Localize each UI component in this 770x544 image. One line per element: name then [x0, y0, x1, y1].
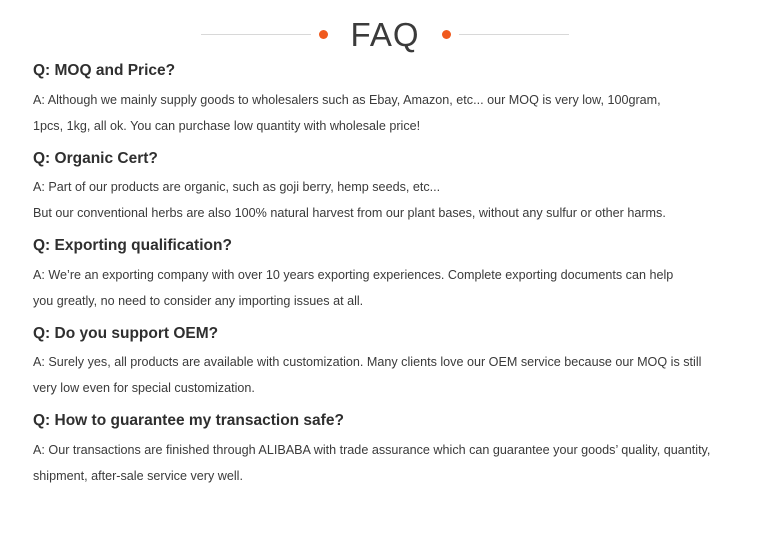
faq-answer-line: A: Our transactions are finished through ALIBABA with trade assurance which can guarantee your goods’ quality, quantity, [33, 442, 711, 457]
faq-answer-line: A: Surely yes, all products are available with customization. Many clients love our OEM service because our MOQ is still [33, 355, 702, 370]
page-title: FAQ [350, 15, 420, 53]
faq-answer-line: But our conventional herbs are also 100% natural harvest from our plant bases, without any sulfur or other harms. [33, 206, 666, 221]
faq-item [33, 150, 737, 223]
faq-header [0, 0, 770, 62]
faq-answer-line: very low even for special customization. [33, 381, 255, 396]
faq-item [33, 325, 737, 398]
faq-answer-line: shipment, after-sale service very well. [33, 468, 243, 483]
faq-question: Q: Do you support OEM? [33, 324, 219, 342]
divider-left [201, 34, 311, 35]
faq-answer-line: A: We’re an exporting company with over 10 years exporting experiences. Complete exporting documents can help [33, 267, 674, 282]
faq-question: Q: How to guarantee my transaction safe? [33, 412, 344, 430]
faq-answer-line: A: Although we mainly supply goods to wholesalers such as Ebay, Amazon, etc... our MOQ is very low, 100gram, [33, 92, 661, 107]
divider-right [459, 34, 569, 35]
faq-question: Q: Exporting qualification? [33, 237, 232, 255]
faq-question: Q: MOQ and Price? [33, 62, 176, 79]
faq-list [0, 62, 770, 485]
faq-item [33, 237, 737, 310]
faq-answer-line: you greatly, no need to consider any importing issues at all. [33, 293, 364, 308]
faq-question: Q: Organic Cert? [33, 149, 158, 167]
faq-answer-line: A: Part of our products are organic, such as goji berry, hemp seeds, etc... [33, 180, 441, 195]
accent-dot-right-icon [442, 30, 451, 39]
faq-item [33, 62, 737, 135]
accent-dot-left-icon [319, 30, 328, 39]
faq-item [33, 412, 737, 485]
faq-answer-line: 1pcs, 1kg, all ok. You can purchase low quantity with wholesale price! [33, 118, 421, 133]
